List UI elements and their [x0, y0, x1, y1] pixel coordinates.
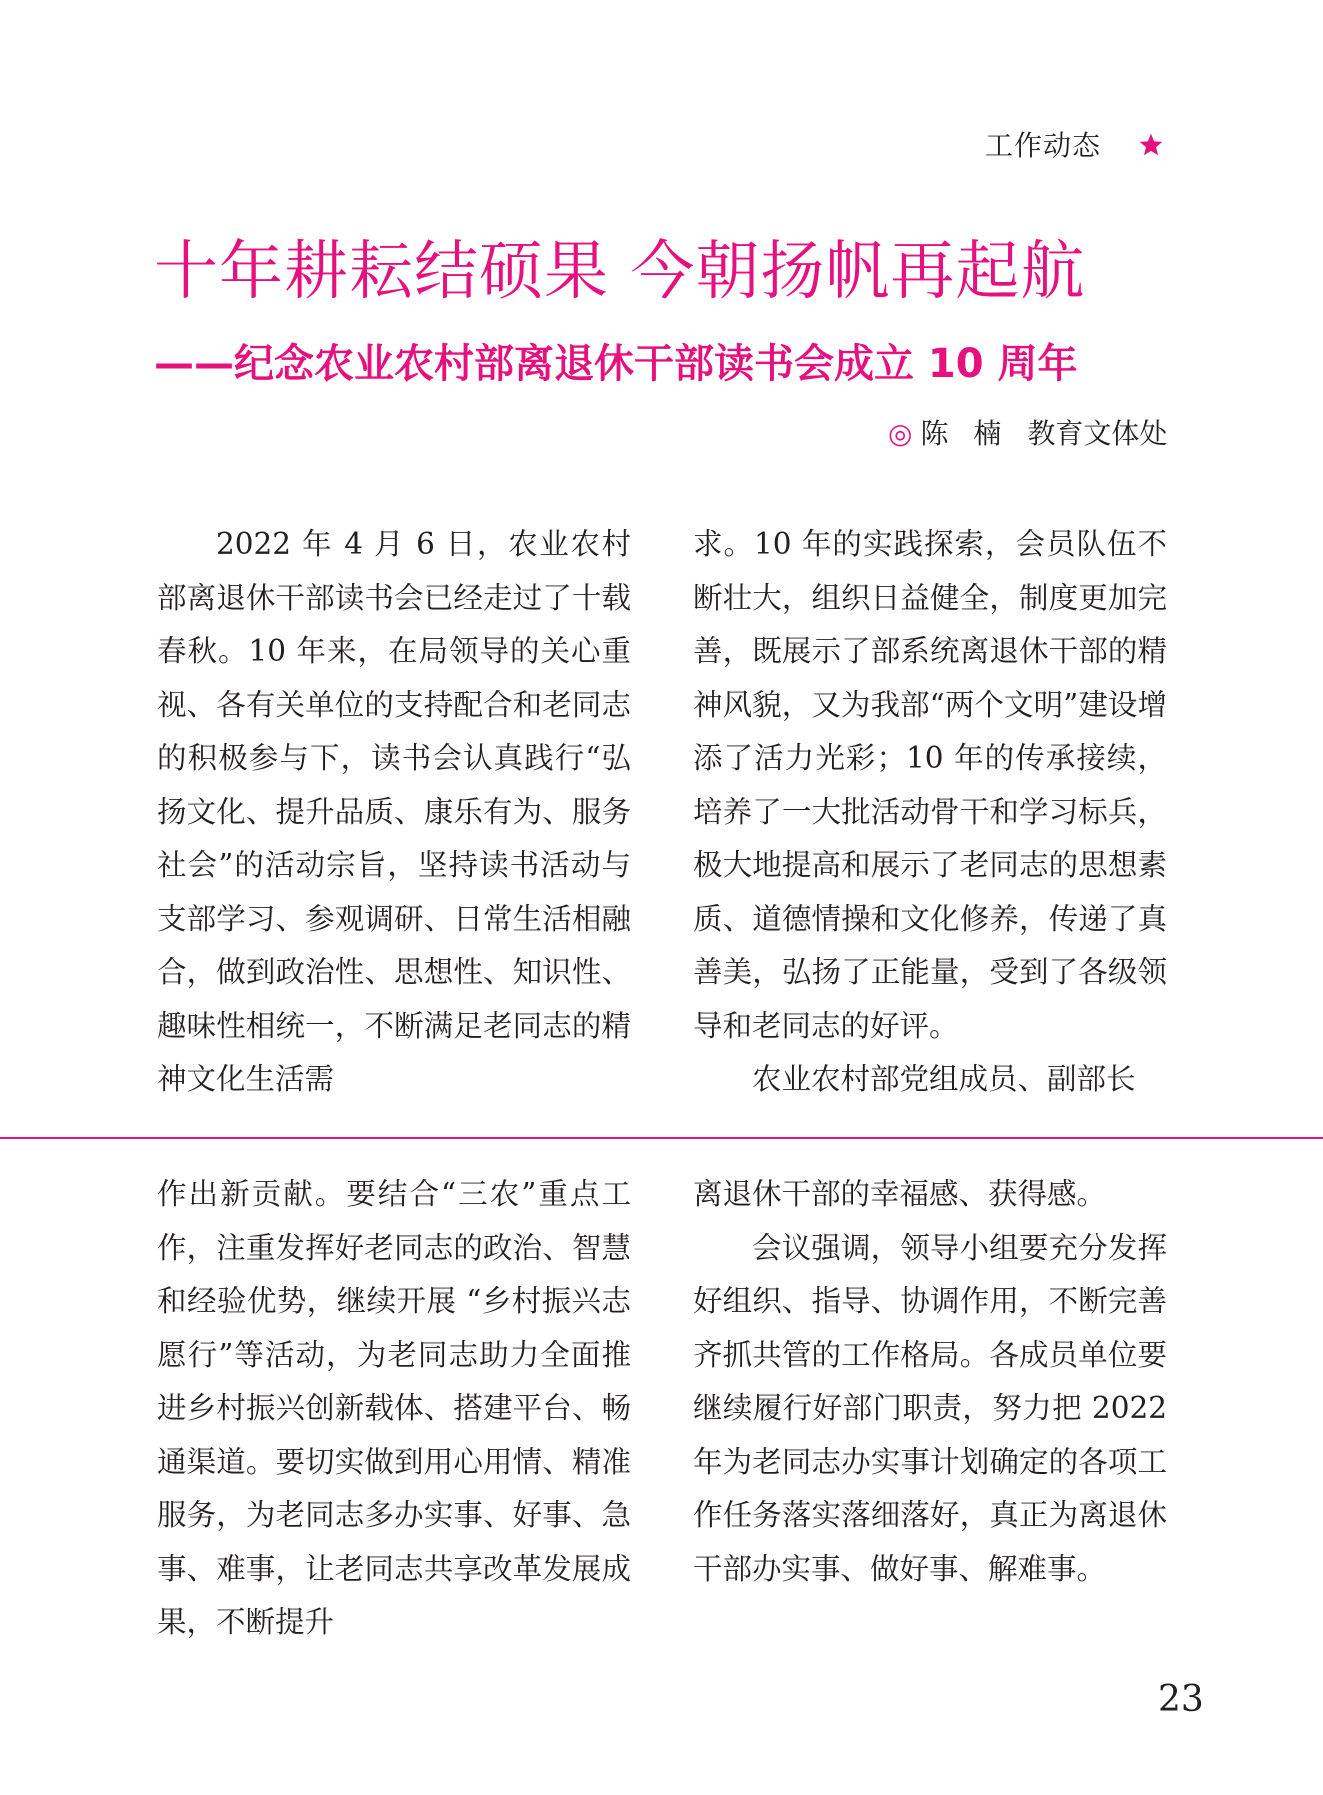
- paragraph: 会议强调，领导小组要充分发挥好组织、指导、协调作用，不断完善齐抓共管的工作格局。各成员单位要继续履行好部门职责，努力把 2022 年为老同志办实事计划确定的各项工作任务落实落细落好，真正为离退休干部办实事、做好事、解难事。: [693, 1230, 1167, 1586]
- section-divider: [0, 1137, 1323, 1139]
- article-title: 十年耕耘结硕果 今朝扬帆再起航: [154, 235, 1086, 309]
- paragraph: 求。10 年的实践探索，会员队伍不断壮大，组织日益健全，制度更加完善，既展示了部系统离退休干部的精神风貌，又为我部“两个文明”建设增添了活力光彩；10 年的传承接续，培养了一大批活动骨干和学习标兵，极大地提高和展示了老同志的思想素质、道德情操和文化修养，传递了真善美，弘扬了正能量，受到了各级领导和老同志的好评。: [693, 527, 1167, 1043]
- article-subtitle: ——纪念农业农村部离退休干部读书会成立 10 周年: [154, 341, 1078, 387]
- paragraph: 2022 年 4 月 6 日，农业农村部离退休干部读书会已经走过了十载春秋。10 年来，在局领导的关心重视、各有关单位的支持配合和老同志的积极参与下，读书会认真践行“弘扬文化、提升品质、康乐有为、服务社会”的活动宗旨，坚持读书活动与支部学习、参观调研、日常生活相融合，做到政治性、思想性、知识性、趣味性相统一，不断满足老同志的精神文化生活需: [157, 527, 631, 1096]
- page-number: 23: [1158, 1679, 1204, 1720]
- paragraph: 离退休干部的幸福感、获得感。: [693, 1177, 1107, 1211]
- author-department: 教育文体处: [1027, 417, 1168, 450]
- top-right-column: [693, 518, 1167, 1107]
- section-label: 工作动态: [985, 129, 1102, 162]
- top-left-column: [157, 518, 631, 1107]
- author-name: 陈 楠: [920, 417, 1010, 450]
- paragraph: 作出新贡献。要结合“三农”重点工作，注重发挥好老同志的政治、智慧和经验优势，继续开展 “乡村振兴志愿行”等活动，为老同志助力全面推进乡村振兴创新载体、搭建平台、畅通渠道。要切实做到用心用情、精准服务，为老同志多办实事、好事、急事、难事，让老同志共享改革发展成果，不断提升: [157, 1177, 631, 1639]
- byline-mark-icon: ◎: [888, 417, 913, 450]
- paragraph: 农业农村部党组成员、副部长: [752, 1062, 1136, 1096]
- bottom-left-column: [157, 1168, 631, 1650]
- star-icon: [1138, 132, 1164, 158]
- byline: [888, 414, 1167, 454]
- bottom-right-column: [693, 1168, 1167, 1596]
